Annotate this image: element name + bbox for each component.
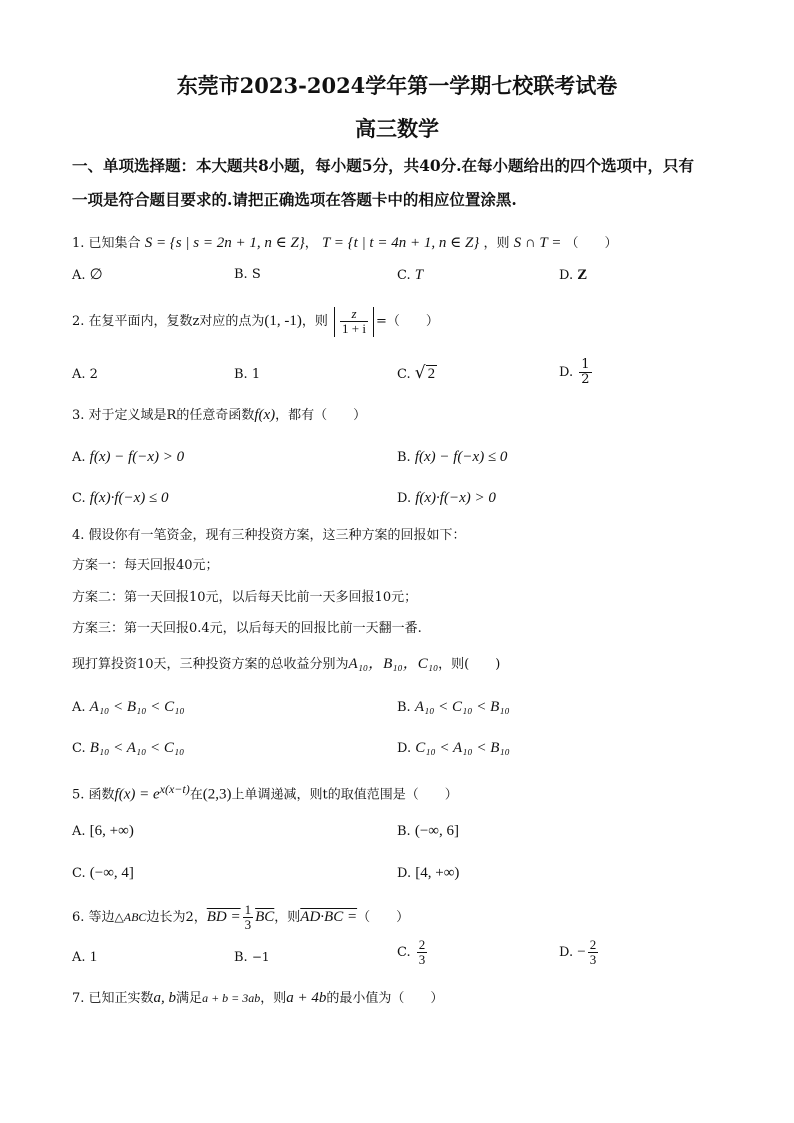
question-4-ask: 现打算投资10天，三种投资方案的总收益分别为A₁₀，B₁₀，C₁₀，则( )	[72, 656, 501, 672]
question-3-option-c[interactable]: C. f(x)·f(−x) ≤ 0	[72, 490, 169, 506]
question-2-option-d[interactable]: D. $\frac{1}{2}$	[559, 357, 590, 387]
modulus-expression: $\frac{z}{1 + i}$	[334, 307, 374, 337]
question-3-stem: 3. 对于定义域是R的任意奇函数f(x)，都有（ ）	[72, 407, 367, 423]
plan-1: 方案一：每天回报40元；	[72, 558, 219, 573]
question-3-option-b[interactable]: B. f(x) − f(−x) ≤ 0	[397, 449, 508, 465]
question-5-option-c[interactable]: C. (−∞, 4]	[72, 865, 134, 881]
question-1-option-b[interactable]: B. S	[234, 267, 261, 282]
question-1-stem: 1. 已知集合 S = {s | s = 2n + 1, n ∈ Z}， T = {t | t = 4n + 1, n ∈ Z} ，则 S ∩ T = （ ）	[72, 235, 618, 251]
question-6-option-b[interactable]: B. −1	[234, 950, 270, 965]
question-5-option-d[interactable]: D. [4, +∞)	[397, 865, 460, 881]
question-5-option-a[interactable]: A. [6, +∞)	[72, 823, 134, 839]
intersection-expression: S ∩ T =	[513, 235, 562, 251]
question-4-option-c[interactable]: C. B₁₀ < A₁₀ < C₁₀	[72, 740, 185, 756]
complex-point: (1, -1)	[264, 313, 302, 329]
question-2-option-c[interactable]: C. √ 2	[397, 363, 436, 383]
section-instruction-line1: 一、单项选择题：本大题共8小题，每小题5分，共40分.在每小题给出的四个选项中，只有	[72, 156, 695, 175]
question-6-stem: 6. 等边△ABC边长为2，BD = $\frac{1}{3}$ $\overline{BC}$，则AD·BC =（ ）	[72, 902, 410, 932]
section-instruction-line2: 一项是符合题目要求的.请把正确选项在答题卡中的相应位置涂黑.	[72, 190, 517, 209]
question-2-stem: 2. 在复平面内，复数z对应的点为(1, -1)，则 $\frac{z}{1 + i}$ =（ ）	[72, 305, 439, 336]
question-5-option-b[interactable]: B. (−∞, 6]	[397, 823, 459, 839]
question-6-option-c[interactable]: C. $\frac{2}{3}$	[397, 937, 426, 967]
question-1-option-d[interactable]: D. Z	[559, 267, 588, 283]
question-4-option-a[interactable]: A. A₁₀ < B₁₀ < C₁₀	[72, 699, 185, 715]
exam-subtitle: 高三数学	[355, 116, 439, 141]
question-1-option-a[interactable]: A. ∅	[72, 267, 103, 283]
question-4-option-b[interactable]: B. A₁₀ < C₁₀ < B₁₀	[397, 699, 510, 715]
question-3-option-a[interactable]: A. f(x) − f(−x) > 0	[72, 449, 185, 465]
sqrt-icon: √	[414, 363, 426, 383]
set-t-definition: T = {t | t = 4n + 1, n ∈ Z}	[321, 235, 480, 251]
exam-title: 东莞市2023-2024学年第一学期七校联考试卷	[176, 73, 618, 98]
question-4-stem: 4. 假设你有一笔资金，现有三种投资方案，这三种方案的回报如下：	[72, 528, 466, 543]
question-5-stem: 5. 函数$f(x) = e^{x(x-t)}$在(2,3)上单调递减，则t的取值范围是（ ）	[72, 782, 458, 803]
question-7-stem: 7. 已知正实数a, b满足a + b = 3ab，则a + 4b的最小值为（ ）	[72, 990, 444, 1006]
question-1-option-c[interactable]: C. T	[397, 267, 424, 283]
set-s-definition: S = {s | s = 2n + 1, n ∈ Z}	[144, 235, 305, 251]
question-2-option-a[interactable]: A. 2	[72, 367, 98, 382]
question-2-option-b[interactable]: B. 1	[234, 367, 261, 382]
plan-2: 方案二：第一天回报10元，以后每天比前一天多回报10元；	[72, 590, 418, 605]
question-3-option-d[interactable]: D. f(x)·f(−x) > 0	[397, 490, 496, 506]
plan-3: 方案三：第一天回报0.4元，以后每天的回报比前一天翻一番.	[72, 621, 422, 636]
question-6-option-a[interactable]: A. 1	[72, 949, 98, 965]
question-6-option-d[interactable]: D. − $\frac{2}{3}$	[559, 937, 597, 967]
question-4-option-d[interactable]: D. C₁₀ < A₁₀ < B₁₀	[397, 740, 510, 756]
